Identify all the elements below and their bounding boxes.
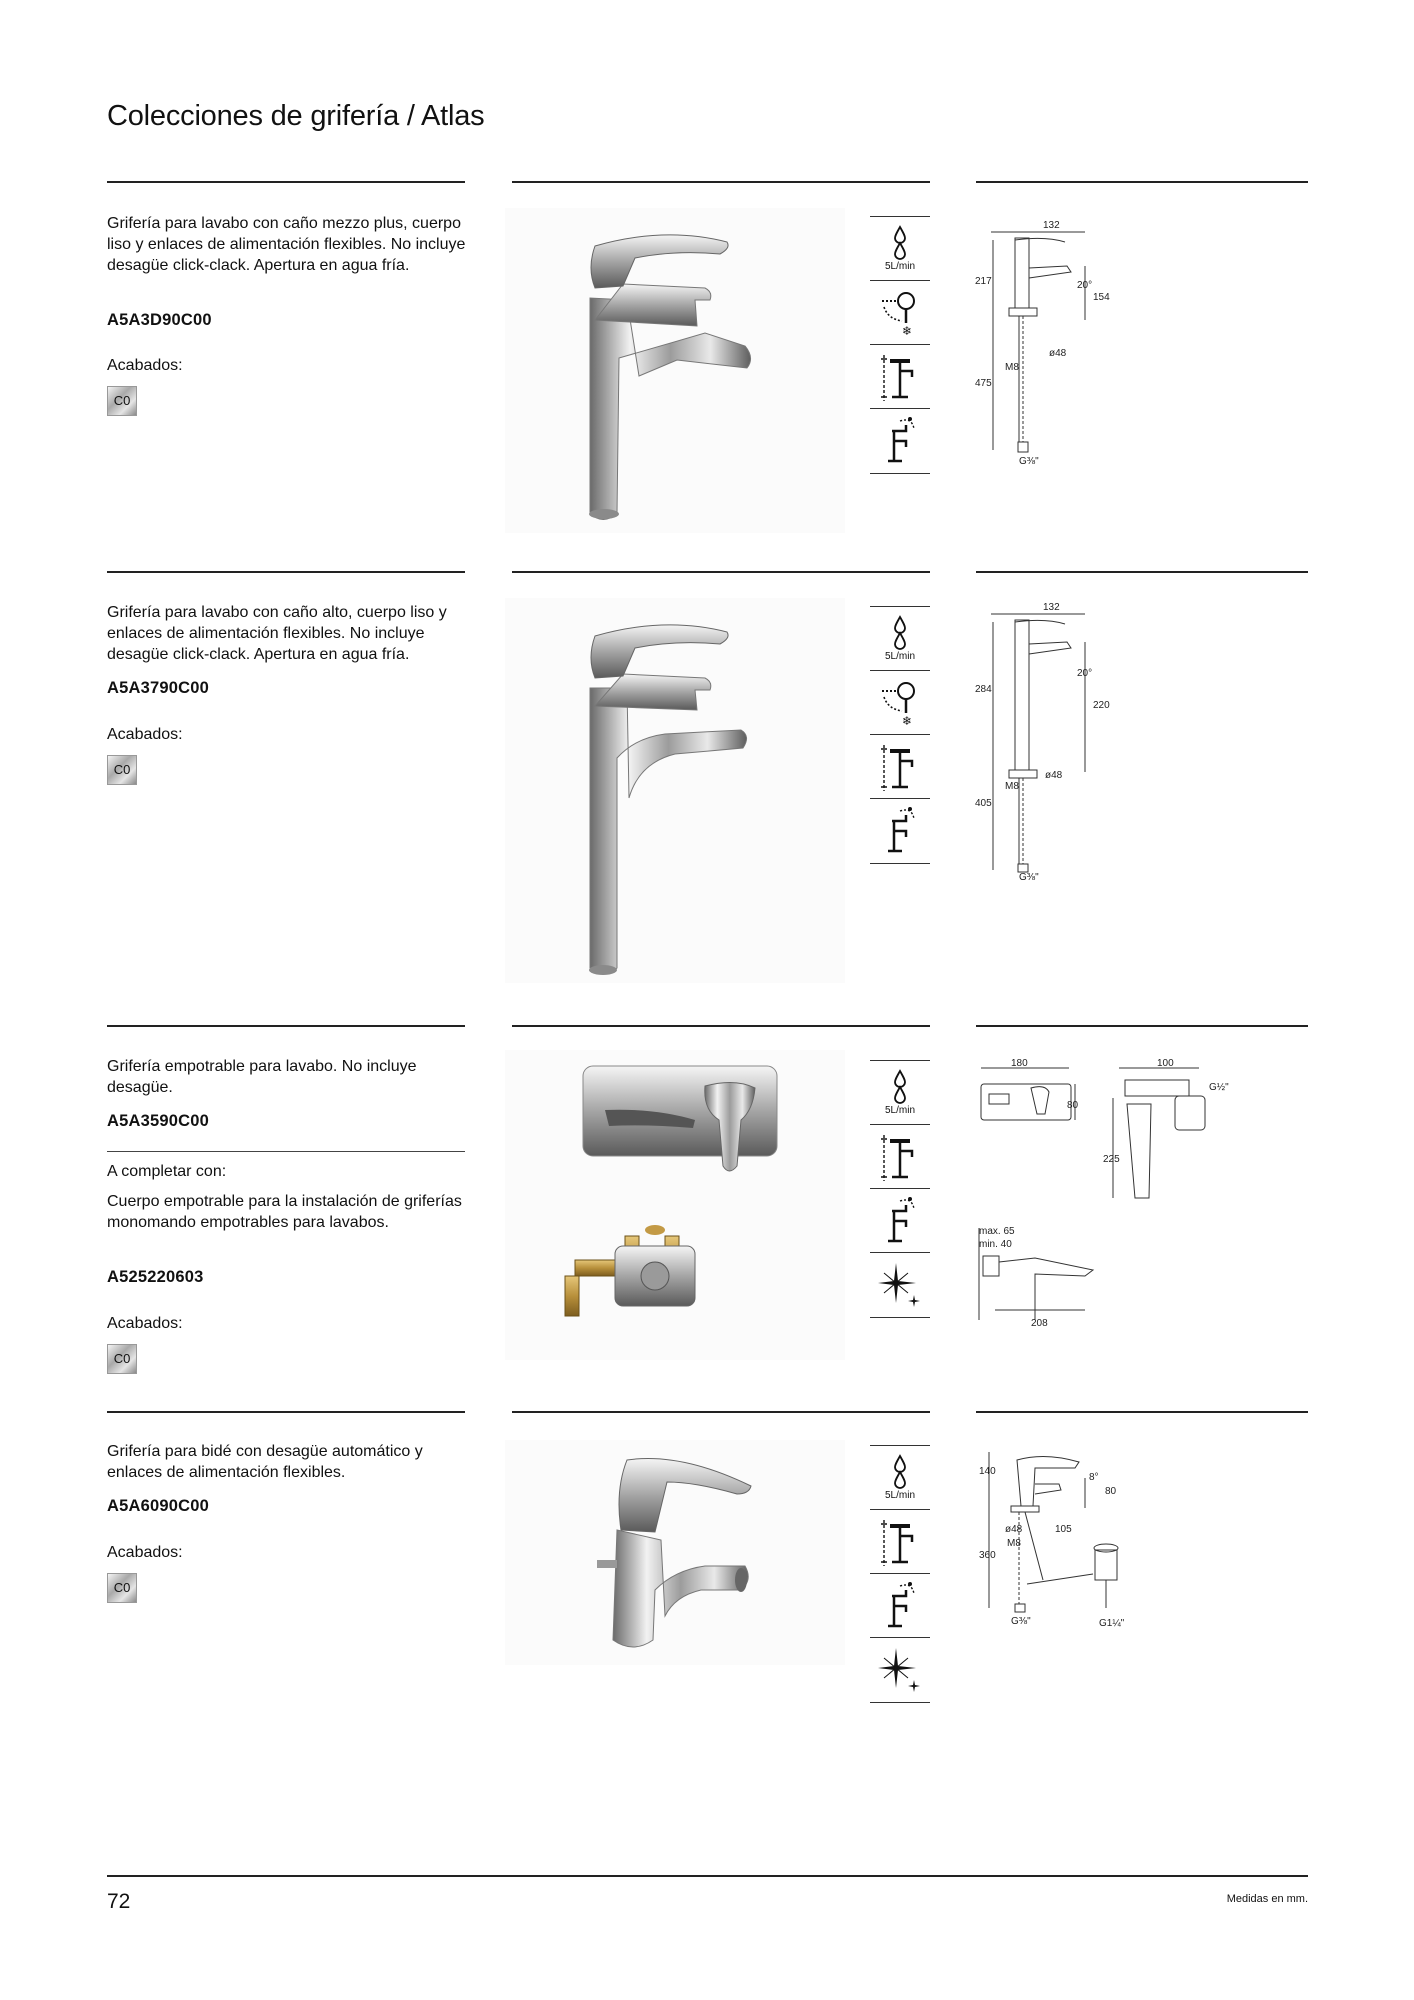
section-4-rule-image <box>512 1411 930 1413</box>
product-1-photo <box>505 208 845 533</box>
dim-1: 132 <box>1043 602 1060 613</box>
product-3-complement-code: A525220603 <box>107 1268 204 1286</box>
section-1-rule-drawing <box>976 181 1308 183</box>
section-3-rule-text <box>107 1025 465 1027</box>
product-3-complete-label: A completar con: <box>107 1163 227 1180</box>
dim-3: 20° <box>1077 668 1093 679</box>
tall-mixer-icon <box>870 1124 930 1189</box>
dim-6: M8 <box>1007 1538 1021 1549</box>
dim-4: 154 <box>1093 292 1110 303</box>
product-3-description: Grifería empotrable para lavabo. No incluye desagüe. <box>107 1058 417 1096</box>
footer-rule <box>107 1875 1308 1877</box>
dim-5: ø48 <box>1045 770 1063 781</box>
product-4-finishes-label: Acabados: <box>107 1544 183 1561</box>
product-3-complement-description: Cuerpo empotrable para la instalación de griferías monomando empotrables para lavabos. <box>107 1193 462 1231</box>
dim-1: 132 <box>1043 220 1060 231</box>
dim-3: 80 <box>1105 1486 1117 1497</box>
dim-7: 405 <box>975 798 992 809</box>
dim-8: G⅜" <box>1019 456 1039 465</box>
dim-8: G⅜" <box>1019 872 1039 882</box>
section-2-rule-text <box>107 571 465 573</box>
section-4-rule-text <box>107 1411 465 1413</box>
product-4-flow-rate: 5L/min <box>884 1490 915 1501</box>
dim-7: min. 40 <box>979 1239 1012 1250</box>
dim-3: 20° <box>1077 280 1093 291</box>
tall-mixer-icon <box>870 734 930 799</box>
product-1-finishes-label: Acabados: <box>107 357 183 374</box>
product-4-code: A5A6090C00 <box>107 1497 209 1515</box>
water-saving-icon <box>870 216 930 281</box>
dim-4: G½" <box>1209 1082 1229 1093</box>
product-4-description: Grifería para bidé con desagüe automático y enlaces de alimentación flexibles. <box>107 1443 423 1481</box>
product-1-description: Grifería para lavabo con caño mezzo plus, cuerpo liso y enlaces de alimentación flexibles. No incluye desagüe click-clack. Apertura en agua fría. <box>107 215 466 274</box>
dim-7: 360 <box>979 1550 996 1561</box>
dim-8: 208 <box>1031 1318 1048 1328</box>
tall-mixer-icon <box>870 1509 930 1574</box>
product-2-photo <box>505 598 845 983</box>
tall-mixer-icon <box>870 344 930 409</box>
product-2-description: Grifería para lavabo con caño alto, cuerpo liso y enlaces de alimentación flexibles. No incluye desagüe click-clack. Apertura en agua fría. <box>107 604 447 663</box>
measurements-note: Medidas en mm. <box>1226 1893 1308 1905</box>
product-3-divider <box>107 1151 465 1152</box>
product-4-photo <box>505 1440 845 1665</box>
dim-6: max. 65 <box>979 1226 1015 1237</box>
product-4-technical-drawing <box>975 1444 1145 1629</box>
single-lever-icon <box>870 408 930 473</box>
product-1-code: A5A3D90C00 <box>107 311 212 329</box>
single-lever-icon <box>870 1188 930 1253</box>
dim-6: M8 <box>1005 362 1019 373</box>
product-3-photo <box>505 1050 845 1360</box>
single-lever-icon <box>870 1573 930 1638</box>
product-2-technical-drawing <box>975 602 1115 882</box>
dim-3: 100 <box>1157 1058 1174 1069</box>
shine-icon <box>870 1252 930 1317</box>
dim-6: M8 <box>1005 781 1019 792</box>
dim-2: 8° <box>1089 1472 1099 1483</box>
section-2-rule-image <box>512 571 930 573</box>
section-1-rule-text <box>107 181 465 183</box>
water-saving-icon <box>870 1060 930 1125</box>
dim-4: 220 <box>1093 700 1110 711</box>
dim-8: G⅜" <box>1011 1616 1031 1627</box>
dim-2: 217 <box>975 276 992 287</box>
dim-1: 180 <box>1011 1058 1028 1069</box>
water-saving-icon <box>870 1445 930 1510</box>
single-lever-icon <box>870 798 930 863</box>
product-2-finishes-label: Acabados: <box>107 726 183 743</box>
cold-opening-icon <box>870 280 930 345</box>
product-3-finish-swatch[interactable]: C0 <box>107 1344 137 1374</box>
section-3-rule-drawing <box>976 1025 1308 1027</box>
section-4-rule-drawing <box>976 1411 1308 1413</box>
product-1-finish-swatch[interactable]: C0 <box>107 386 137 416</box>
product-2-code: A5A3790C00 <box>107 679 209 697</box>
shine-icon <box>870 1637 930 1702</box>
water-saving-icon <box>870 606 930 671</box>
dim-7: 475 <box>975 378 992 389</box>
product-3-technical-drawing <box>975 1058 1255 1328</box>
cold-opening-icon <box>870 670 930 735</box>
product-2-finish-swatch[interactable]: C0 <box>107 755 137 785</box>
page-title: Colecciones de grifería / Atlas <box>107 100 485 132</box>
dim-4: ø48 <box>1005 1524 1023 1535</box>
product-1-technical-drawing <box>975 210 1115 465</box>
dim-1: 140 <box>979 1466 996 1477</box>
product-4-finish-swatch[interactable]: C0 <box>107 1573 137 1603</box>
dim-5: ø48 <box>1049 348 1067 359</box>
product-2-flow-rate: 5L/min <box>884 651 915 662</box>
section-1-rule-image <box>512 181 930 183</box>
product-3-finishes-label: Acabados: <box>107 1315 183 1332</box>
page-number: 72 <box>107 1890 131 1913</box>
dim-5: 225 <box>1103 1154 1120 1165</box>
product-3-flow-rate: 5L/min <box>884 1105 915 1116</box>
product-3-code: A5A3590C00 <box>107 1112 209 1130</box>
dim-9: G1¼" <box>1099 1618 1125 1629</box>
dim-2: 284 <box>975 684 992 695</box>
product-1-flow-rate: 5L/min <box>884 261 915 272</box>
section-3-rule-image <box>512 1025 930 1027</box>
dim-5: 105 <box>1055 1524 1072 1535</box>
dim-2: 80 <box>1067 1100 1079 1111</box>
section-2-rule-drawing <box>976 571 1308 573</box>
